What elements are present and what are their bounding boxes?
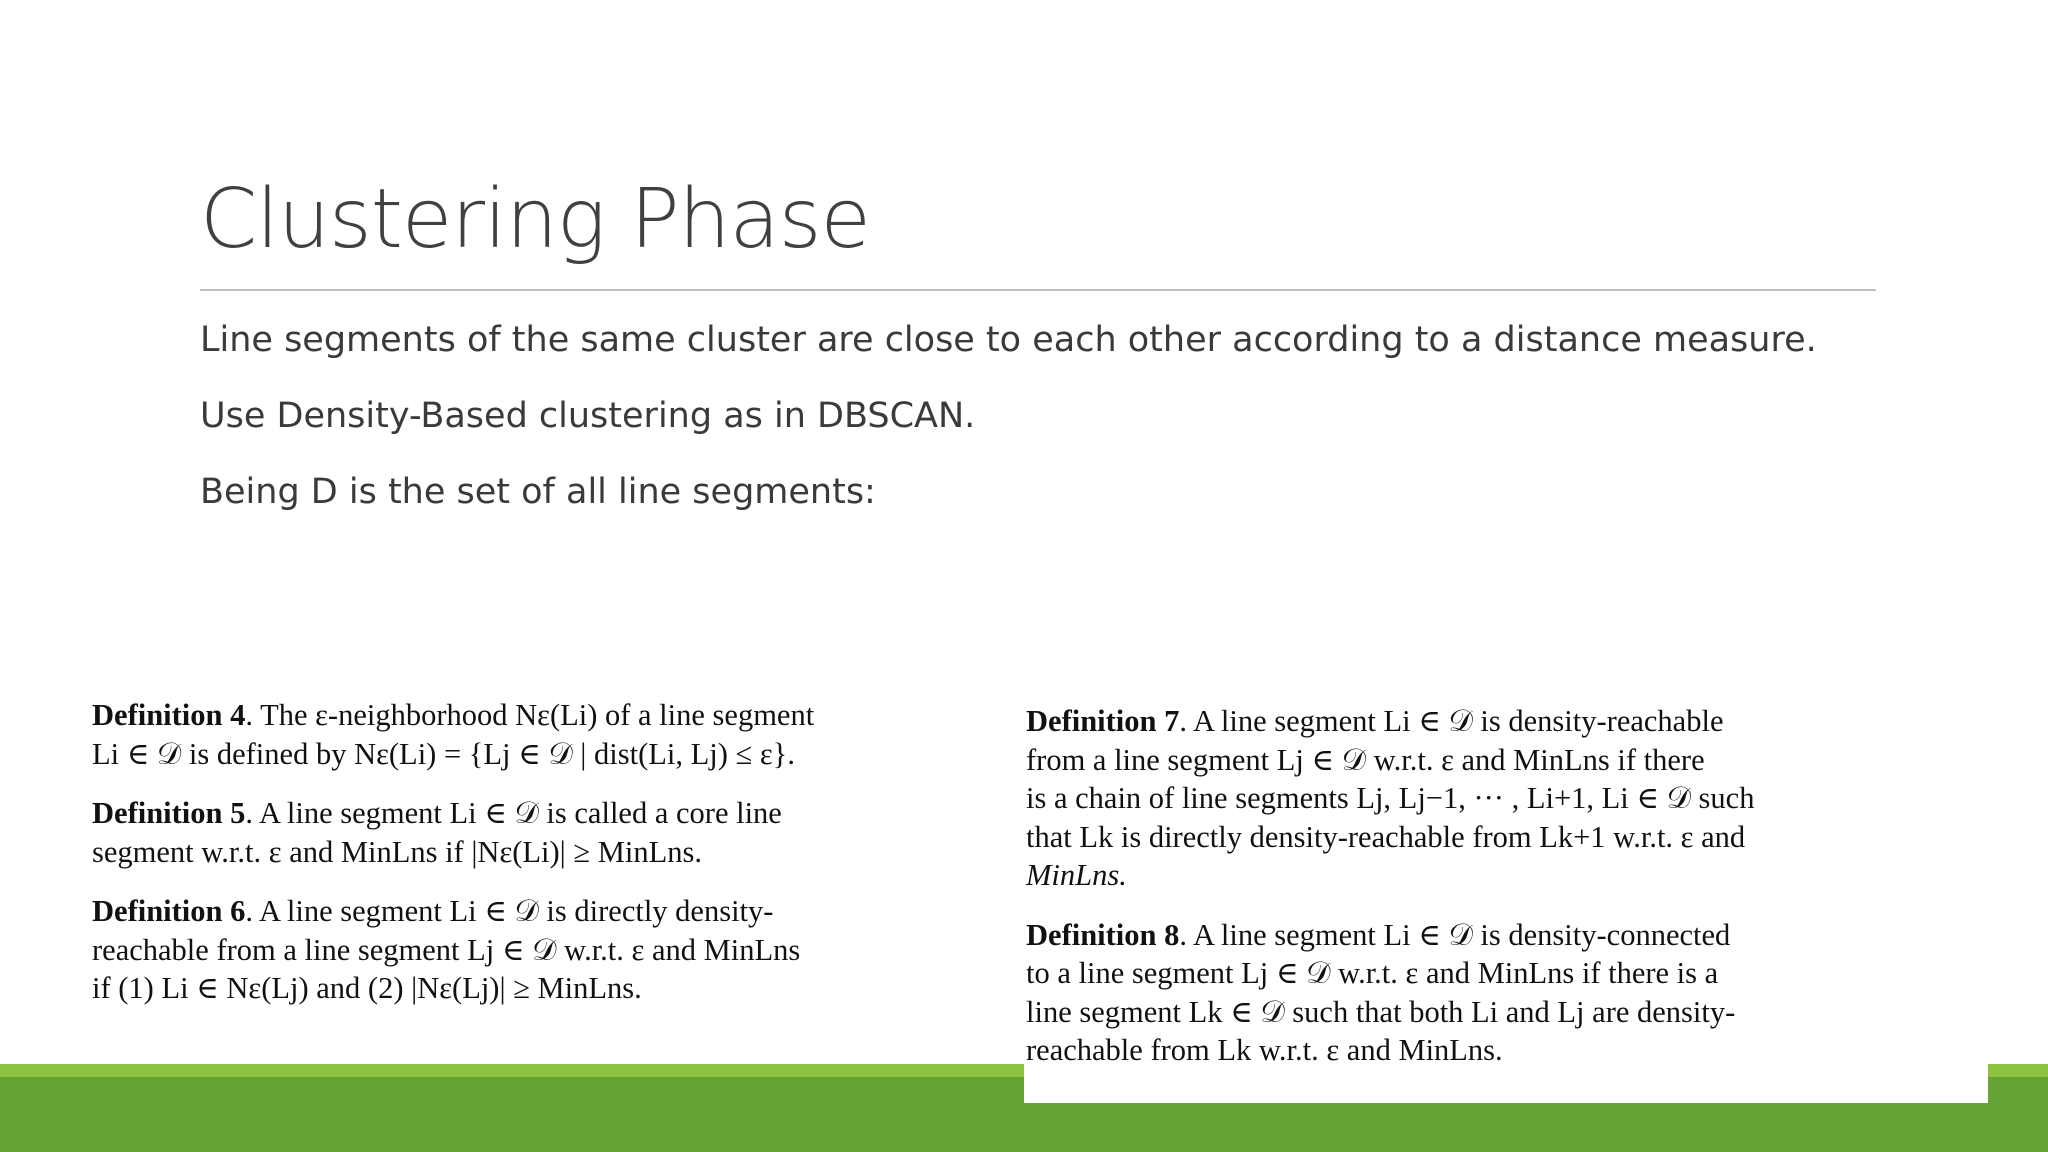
definitions-right-image — [1024, 702, 1988, 1103]
slide-title: Clustering Phase — [200, 172, 870, 267]
bullet-item: Being D is the set of all line segments: — [200, 472, 876, 512]
definition-line: that Lk is directly density-reachable from Lk+1 w.r.t. ε and — [1026, 819, 1746, 854]
definition-heading: Definition 6 — [92, 894, 246, 928]
definition-heading: Definition 5 — [92, 796, 246, 830]
definition-line: segment w.r.t. ε and MinLns if |Nε(Li)| ≥ MinLns. — [92, 834, 702, 869]
definition-text: A line segment Li ∈ 𝒟 is density-reachable — [1192, 704, 1724, 738]
definition-line: Definition 5. A line segment Li ∈ 𝒟 is called a core line — [92, 796, 782, 830]
definition-line: is a chain of line segments Lj, Lj−1, ··· , Li+1, Li ∈ 𝒟 such — [1026, 781, 1755, 815]
definition-line: Definition 7. A line segment Li ∈ 𝒟 is density-reachable — [1026, 704, 1724, 738]
definition-line: line segment Lk ∈ 𝒟 such that both Li and Lj are density- — [1026, 994, 1736, 1029]
definition-line: reachable from Lk w.r.t. ε and MinLns. — [1026, 1033, 1503, 1067]
definition-line: Li ∈ 𝒟 is defined by Nε(Li) = {Lj ∈ 𝒟 | dist(Li, Lj) ≤ ε}. — [92, 736, 795, 771]
definition-4 — [92, 696, 980, 773]
definition-heading: Definition 7 — [1026, 704, 1180, 738]
definition-8 — [1026, 916, 1988, 1070]
bullet-list — [200, 312, 1817, 540]
bullet-item: Use Density-Based clustering as in DBSCAN. — [200, 396, 976, 436]
definition-5 — [92, 794, 980, 871]
definition-line: if (1) Li ∈ Nε(Lj) and (2) |Nε(Lj)| ≥ MinLns. — [92, 971, 642, 1005]
definition-text: A line segment Li ∈ 𝒟 is called a core line — [258, 796, 782, 830]
definitions-left-image — [92, 696, 980, 1029]
definition-line: Definition 8. A line segment Li ∈ 𝒟 is density-connected — [1026, 917, 1731, 952]
definition-text: A line segment Li ∈ 𝒟 is directly density- — [258, 894, 774, 928]
definition-7 — [1026, 702, 1988, 895]
definition-line: reachable from a line segment Lj ∈ 𝒟 w.r.t. ε and MinLns — [92, 932, 801, 967]
title-divider — [200, 289, 1876, 291]
definition-line: to a line segment Lj ∈ 𝒟 w.r.t. ε and MinLns if there is a — [1026, 956, 1719, 990]
definition-6 — [92, 892, 980, 1008]
definition-line: from a line segment Lj ∈ 𝒟 w.r.t. ε and MinLns if there — [1026, 742, 1705, 777]
bullet-item: Line segments of the same cluster are close to each other according to a distance measure. — [200, 320, 1817, 360]
definition-line: MinLns. — [1026, 858, 1127, 892]
definition-heading: Definition 8 — [1026, 917, 1180, 952]
definition-text: A line segment Li ∈ 𝒟 is density-connected — [1192, 917, 1731, 952]
definition-heading: Definition 4 — [92, 698, 246, 732]
definition-line: Definition 4. The ε-neighborhood Nε(Li) of a line segment — [92, 698, 815, 732]
definition-line: Definition 6. A line segment Li ∈ 𝒟 is directly density- — [92, 894, 774, 928]
definition-text: The ε-neighborhood Nε(Li) of a line segment — [260, 698, 815, 732]
